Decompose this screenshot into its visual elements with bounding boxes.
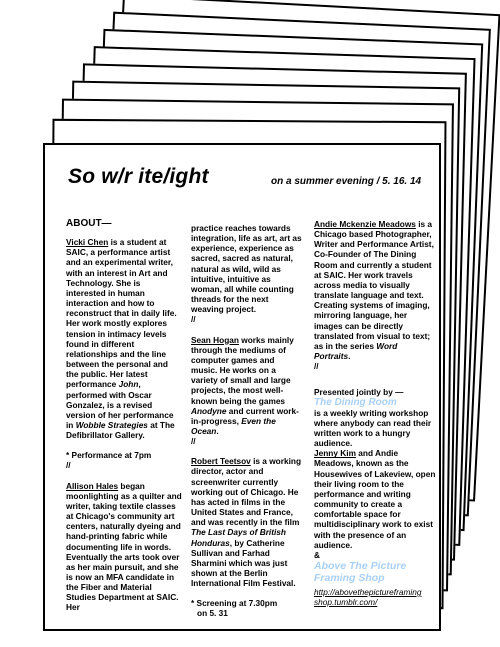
artist-name-andie: Andie Mckenzie Meadows	[314, 219, 416, 229]
bio-allison-continued: practice reaches towards integration, life as art, art as experience, experience as sacred, sacred as natural, natural as wild, wild as intuitive, intuitive as woman, all while counting threads for the next weaving project.	[191, 223, 302, 315]
about-heading: ABOUT—	[66, 218, 112, 229]
separator: //	[191, 436, 196, 447]
event-date: on a summer evening / 5. 16. 14	[271, 176, 422, 187]
dining-room-description: is a weekly writing workshop where anybody can read their written work to a hungry audience.	[314, 407, 432, 449]
screening-time: * Screening at 7.30pm	[191, 598, 278, 609]
separator: //	[66, 460, 71, 471]
bio-andie-meadows: Andie Mckenzie Meadows is a Chicago based Photographer, Writer and Performance Artist, Co-Founder of The Dining Room and currently a student at SAIC. Her work travels across media to visually translate language and text. Creating systems of imaging, mirroring language, her images can be directly translated from visual to text; as in the series Word Portraits.	[314, 219, 434, 362]
column-2	[191, 223, 303, 619]
artist-name-allison: Allison Hales	[66, 480, 119, 491]
column-3	[314, 219, 436, 607]
screening-date: on 5. 31	[197, 608, 228, 619]
poster-front-sheet	[43, 143, 441, 631]
venue-url-link[interactable]: http://abovethepictureframingshop.tumblr.com/	[314, 587, 422, 608]
ampersand: &	[314, 549, 320, 560]
presented-by: Presented jointly by —	[314, 387, 404, 398]
housewives-description: Jenny Kim and Andie Meadows, known as the Housewives of Lakeview, open their living room to the performance and writing community to create a comfortable space for multidisciplinary work to exist with the presence of an audience.	[314, 448, 436, 550]
artist-name-robert: Robert Teetsov	[191, 456, 251, 467]
performance-time: * Performance at 7pm	[66, 450, 152, 461]
venue-name: Above The Picture Framing Shop	[314, 560, 407, 584]
artist-name-sean: Sean Hogan	[191, 334, 239, 345]
bio-vicki-chen: Vicki Chen is a student at SAIC, a performance artist and an experimental writer, with an interest in Art and Technology. She is interested in human interaction and how to reconstruct that in daily life. Her work mostly explores tension in intimacy levels found in different relationships and the line between the personal and the public. Her latest performance John, performed with Oscar Gonzalez, is a revised version of her performance in Wobble Strategies at The Defibrillator Gallery.	[66, 237, 177, 441]
bio-allison-hales: Allison Hales began moonlighting as a quilter and writer, taking textile classes at Chicago's community art centers, naturally dyeing and hand-printing fabric while documenting life in words. Eventually the arts took over as her main pursuit, and she is now an MFA candidate in the Fiber and Material Studies Department at SAIC. Her	[66, 480, 182, 613]
dining-room-name: The Dining Room	[314, 396, 397, 408]
separator: //	[191, 314, 196, 325]
separator: //	[314, 361, 319, 372]
organizer-name-jenny: Jenny Kim	[314, 448, 356, 459]
bio-sean-hogan: Sean Hogan works mainly through the mediums of computer games and music. He works on a variety of small and large projects, the most well-known being the games Anodyne and current work-in-progress, Even the Ocean.	[191, 334, 299, 436]
poster-title: So w/r ite/ight	[68, 165, 209, 188]
column-1	[66, 219, 182, 623]
bio-robert-teetsov: Robert Teetsov is a working director, actor and screenwriter currently working out of Chicago. He has acted in films in the United States and France, and was recently in the film The Last Days of British Honduras, by Catherine Sullivan and Farhad Sharmini which was just shown at the Berlin International Film Festival.	[191, 456, 302, 589]
artist-name-vicki: Vicki Chen	[66, 237, 109, 248]
